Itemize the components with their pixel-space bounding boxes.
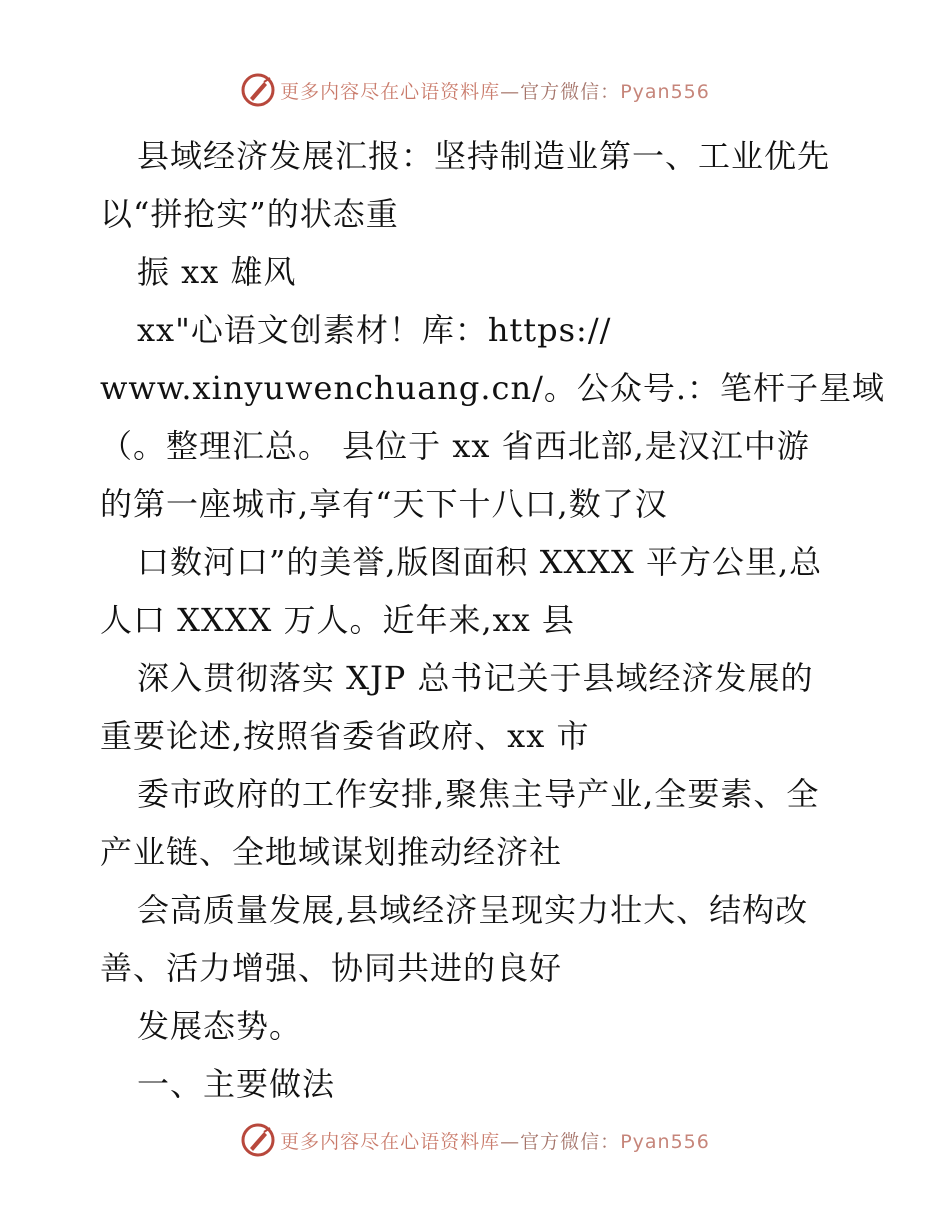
doc-line: 县域经济发展汇报：坚持制造业第一、工业优先 [137, 137, 831, 175]
doc-line: 振 xx 雄风 [137, 253, 297, 291]
banner-separator: — [500, 80, 521, 103]
doc-line: 的第一座城市,享有“天下十八口,数了汉 [100, 485, 668, 523]
doc-line: 善、活力增强、协同共进的良好 [100, 949, 563, 987]
doc-line: （。整理汇总。 县位于 xx 省西北部,是汉江中游 [100, 427, 810, 465]
doc-line: 人口 XXXX 万人。近年来,xx 县 [100, 601, 575, 639]
quill-circle-logo-icon [240, 72, 276, 108]
quill-circle-logo-icon [240, 1122, 276, 1158]
doc-line: xx"心语文创素材！库：https:// [137, 311, 612, 349]
banner-separator: — [500, 1130, 521, 1153]
doc-line: 重要论述,按照省委省政府、xx 市 [100, 717, 590, 755]
doc-line: 一、主要做法 [137, 1065, 336, 1103]
banner-wechat-id: Pyan556 [620, 80, 710, 103]
doc-line: www.xinyuwenchuang.cn/。公众号.：笔杆子星域 [100, 369, 886, 407]
header-banner [0, 70, 950, 110]
doc-line: 深入贯彻落实 XJP 总书记关于县域经济发展的 [137, 659, 814, 697]
doc-line: 会高质量发展,县域经济呈现实力壮大、结构改 [137, 891, 809, 929]
doc-line: 口数河口”的美誉,版图面积 XXXX 平方公里,总 [137, 543, 823, 581]
banner-brand: 更多内容尽在心语资料库 [280, 80, 501, 103]
doc-line: 委市政府的工作安排,聚焦主导产业,全要素、全 [137, 775, 820, 813]
banner-wechat-id: Pyan556 [620, 1130, 710, 1153]
banner-brand: 更多内容尽在心语资料库 [280, 1130, 501, 1153]
footer-banner [0, 1120, 950, 1160]
banner-wechat-label: 官方微信： [520, 1130, 621, 1153]
doc-line: 产业链、全地域谋划推动经济社 [100, 833, 563, 871]
banner-wechat-label: 官方微信： [520, 80, 621, 103]
doc-line: 以“拼抢实”的状态重 [100, 195, 399, 233]
document-body [100, 127, 886, 1113]
doc-line: 发展态势。 [137, 1007, 303, 1045]
